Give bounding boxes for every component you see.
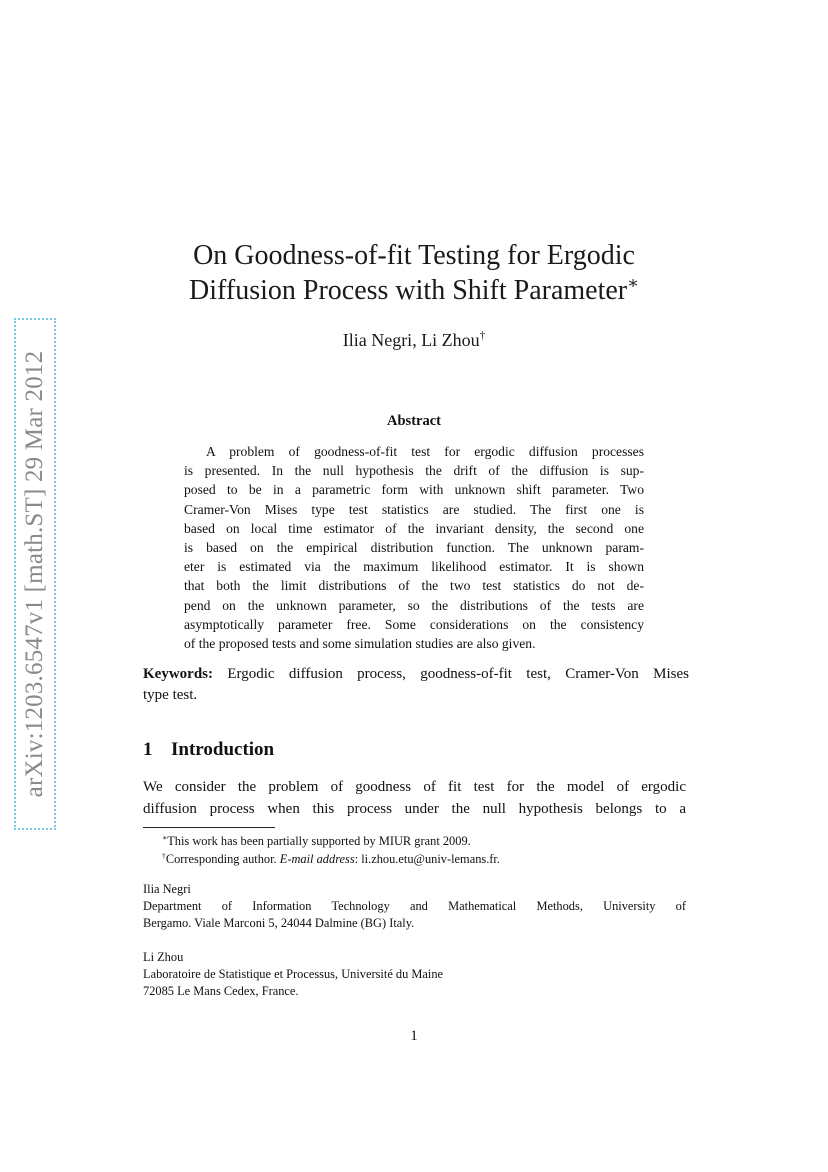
title-footnote-mark: ∗ bbox=[627, 273, 639, 293]
affiliation-line: 72085 Le Mans Cedex, France. bbox=[143, 984, 299, 998]
affiliation-line: Bergamo. Viale Marconi 5, 24044 Dalmine (BG) Italy. bbox=[143, 916, 415, 930]
footnote-mark: † bbox=[162, 850, 166, 860]
title-line-2-text: Diffusion Process with Shift Parameter bbox=[189, 275, 628, 306]
paper-title bbox=[140, 238, 688, 308]
abstract-line: that both the limit distributions of the two test statistics do not de- bbox=[184, 578, 644, 594]
abstract-line: of the proposed tests and some simulation studies are also given. bbox=[184, 635, 536, 651]
keywords-text-1: Ergodic diffusion process, goodness-of-fit test, Cramer-Von Mises bbox=[227, 666, 689, 682]
abstract-line: Cramer-Von Mises type test statistics are studied. The first one is bbox=[184, 501, 644, 517]
author-footnote-mark: † bbox=[479, 330, 486, 342]
affiliation-negri bbox=[143, 881, 686, 932]
title-line-2 bbox=[140, 273, 688, 308]
abstract-line: posed to be in a parametric form with unknown shift parameter. Two bbox=[184, 482, 644, 498]
title-line-1: On Goodness-of-fit Testing for Ergodic bbox=[193, 240, 635, 271]
abstract-line: pend on the unknown parameter, so the distributions of the tests are bbox=[184, 597, 644, 613]
keywords-text-2: type test. bbox=[143, 687, 198, 703]
abstract-heading: Abstract bbox=[387, 413, 441, 429]
abstract-line: eter is estimated via the maximum likelihood estimator. It is shown bbox=[184, 559, 644, 575]
affiliation-name: Ilia Negri bbox=[143, 882, 191, 896]
footnote-mark: ∗ bbox=[162, 832, 168, 842]
footnote-funding-text: This work has been partially supported by MIUR grant 2009. bbox=[167, 834, 471, 848]
affiliation-line: Laboratoire de Statistique et Processus, Université du Maine bbox=[143, 967, 444, 981]
section-heading bbox=[143, 739, 274, 761]
author-names: Ilia Negri, Li Zhou bbox=[342, 330, 480, 350]
footnotes bbox=[162, 832, 682, 868]
footnote-funding bbox=[162, 832, 682, 850]
author-list bbox=[140, 330, 688, 351]
affiliation-name: Li Zhou bbox=[143, 950, 184, 964]
introduction-text bbox=[143, 776, 686, 820]
affiliation-zhou bbox=[143, 949, 686, 1000]
keywords-label: Keywords: bbox=[143, 666, 213, 682]
abstract-line: is presented. In the null hypothesis the drift of the diffusion is sup- bbox=[184, 463, 644, 479]
section-number: 1 bbox=[143, 739, 153, 760]
abstract-line: based on local time estimator of the invariant density, the second one bbox=[184, 520, 644, 536]
affiliation-line: Department of Information Technology and Mathematical Methods, University of bbox=[143, 899, 686, 913]
arxiv-identifier: arXiv:1203.6547v1 [math.ST] 29 Mar 2012 bbox=[21, 350, 48, 798]
abstract-line: asymptotically parameter free. Some considerations on the consistency bbox=[184, 616, 644, 632]
abstract-line: is based on the empirical distribution function. The unknown param- bbox=[184, 539, 644, 555]
section-title: Introduction bbox=[171, 739, 275, 760]
page-number: 1 bbox=[410, 1028, 418, 1044]
abstract-body bbox=[184, 442, 644, 653]
email-label: E-mail address bbox=[279, 852, 355, 866]
arxiv-stamp bbox=[14, 318, 56, 830]
keywords-block bbox=[143, 664, 689, 706]
keywords-line bbox=[143, 664, 689, 685]
email-address: : li.zhou.etu@univ-lemans.fr. bbox=[354, 852, 500, 866]
footnote-corresponding bbox=[162, 850, 682, 868]
footnote-corresponding-text: Corresponding author. bbox=[165, 852, 277, 866]
intro-line: diffusion process when this process under the null hypothesis belongs to a bbox=[143, 801, 686, 817]
abstract-line: A problem of goodness-of-fit test for ergodic diffusion processes bbox=[206, 444, 644, 459]
footnote-rule bbox=[143, 827, 275, 828]
intro-line: We consider the problem of goodness of fit test for the model of ergodic bbox=[143, 779, 686, 795]
